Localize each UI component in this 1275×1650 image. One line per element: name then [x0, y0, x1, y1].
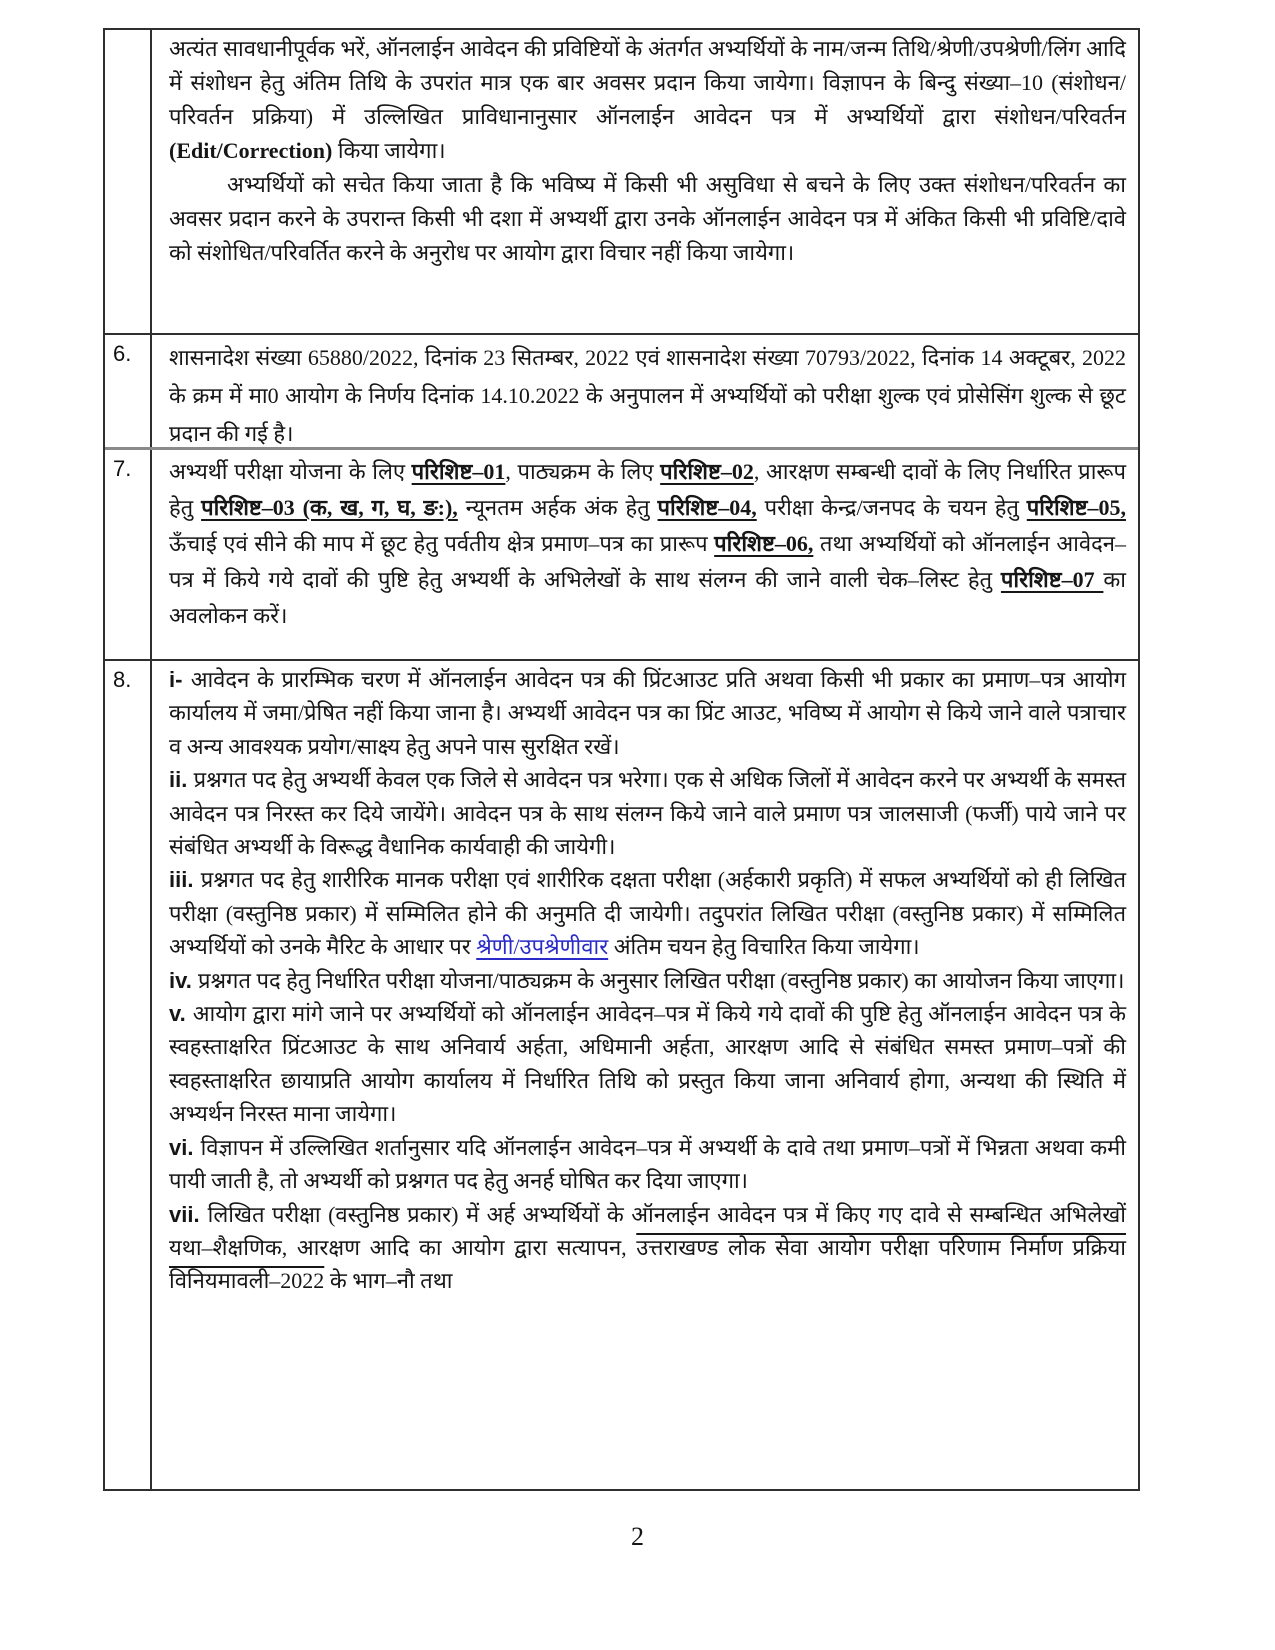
paragraph	[169, 997, 1126, 1131]
page-number: 2	[631, 1522, 644, 1551]
roman-prefix: iv.	[169, 967, 198, 993]
text-run: विज्ञापन में उल्लिखित शर्तानुसार यदि ऑनलाईन आवेदन–पत्र में अभ्यर्थी के दावे तथा प्रमाण–पत्रों में भिन्नता अथवा कमी पायी जाती है, तो अभ्यर्थी को प्रश्नगत पद हेतु अनर्ह घोषित कर दिया जाएगा।	[169, 1134, 1126, 1194]
table-row	[105, 659, 1138, 1489]
text-run: अभ्यर्थी परीक्षा योजना के लिए	[169, 459, 412, 484]
paragraph	[169, 454, 1126, 634]
text-run: आयोग द्वारा मांगे जाने पर अभ्यर्थियों को ऑनलाईन आवेदन–पत्र में किये गये दावों की पुष्टि हेतु ऑनलाईन आवेदन पत्र के स्वहस्ताक्षरित प्रिंटआउट के साथ अनिवार्य अर्हता, अधिमानी अर्हता, आरक्षण आदि से संबंधित समस्त प्रमाण–पत्रों की स्वहस्ताक्षरित छायाप्रति आयोग कार्यालय में निर्धारित तिथि को प्रस्तुत किया जाना अनिवार्य होगा, अन्यथा की स्थिति में अभ्यर्थन निरस्त माना जायेगा।	[169, 1001, 1126, 1127]
text-run: तथा अभ्यर्थियों को ऑनलाईन आवेदन–पत्र में किये गये दावों की पुष्टि हेतु अभ्यर्थी के अभिलेखों के साथ संलग्न की जाने वाली चेक–लिस्ट हेतु	[169, 531, 1126, 592]
text-run: का अवलोकन करें।	[169, 567, 1127, 628]
text-run: , पाठ्यक्रम के लिए	[505, 459, 661, 484]
hyperlink-text[interactable]: श्रेणी/उपश्रेणीवार	[476, 934, 609, 960]
paragraph	[169, 863, 1126, 963]
table-row	[105, 30, 1138, 333]
text-run: , आरक्षण सम्बन्धी दावों के लिए निर्धारित प्रारूप हेतु	[169, 459, 1126, 520]
text-run: अभ्यर्थियों को सचेत किया जाता है कि भविष्य में किसी भी असुविधा से बचने के लिए उक्त संशोधन/परिवर्तन का अवसर प्रदान करने के उपरान्त किसी भी दशा में अभ्यर्थी द्वारा उनके ऑनलाईन आवेदन पत्र में अंकित किसी भी प्रविष्टि/दावे को संशोधित/परिवर्तित करने के अनुरोध पर आयोग द्वारा विचार नहीं किया जायेगा।	[169, 172, 1126, 265]
text-run: प्रश्नगत पद हेतु अभ्यर्थी केवल एक जिले से आवेदन पत्र भरेगा। एक से अधिक जिलों में आवेदन करने पर अभ्यर्थी के समस्त आवेदन पत्र निरस्त कर दिये जायेंगे। आवेदन पत्र के साथ संलग्न किये जाने वाले प्रमाण पत्र जालसाजी (फर्जी) पाये जाने पर संबंधित अभ्यर्थी के विरूद्ध वैधानिक कार्यवाही की जायेगी।	[169, 767, 1126, 860]
regulation-title: उत्तराखण्ड लोक सेवा आयोग परीक्षा परिणाम निर्माण प्रक्रिया विनियमावली–2022	[169, 1234, 1126, 1294]
text-run: अंतिम चयन हेतु विचारित किया जायेगा।	[608, 934, 920, 960]
table-row	[105, 447, 1138, 659]
paragraph	[169, 1198, 1126, 1298]
text-run: किया जायेगा।	[332, 138, 446, 163]
text-run: आवेदन के प्रारम्भिक चरण में ऑनलाईन आवेदन पत्र की प्रिंटआउट प्रति अथवा किसी भी प्रकार का प्रमाण–पत्र आयोग कार्यालय में जमा/प्रेषित नहीं किया जाना है। अभ्यर्थी आवेदन पत्र का प्रिंट आउट, भविष्य में आयोग से किये जाने वाले पत्राचार व अन्य आवश्यक प्रयोग/साक्ष्य हेतु अपने पास सुरक्षित रखें।	[169, 667, 1126, 759]
appendix-ref: परिशिष्ट–07	[1000, 567, 1104, 592]
row-number-cell: 6.	[105, 335, 152, 447]
row-content-cell	[152, 335, 1138, 447]
text-run: प्रश्नगत पद हेतु शारीरिक मानक परीक्षा एवं शारीरिक दक्षता परीक्षा (अर्हकारी प्रकृति) में सफल अभ्यर्थियों को ही लिखित परीक्षा (वस्तुनिष्ठ प्रकार) में सम्मिलित होने की अनुमति दी जायेगी। तदुपरांत लिखित परीक्षा (वस्तुनिष्ठ प्रकार) में सम्मिलित अभ्यर्थियों को उनके मैरिट के आधार पर	[169, 867, 1126, 960]
row-number-cell: 7.	[105, 450, 152, 659]
roman-prefix: i-	[169, 667, 191, 692]
text-run: प्रश्नगत पद हेतु निर्धारित परीक्षा योजना/पाठ्यक्रम के अनुसार लिखित परीक्षा (वस्तुनिष्ठ प्रकार) का आयोजन किया जाएगा।	[197, 967, 1125, 993]
text-run: अत्यंत सावधानीपूर्वक भरें, ऑनलाईन आवेदन की प्रविष्टियों के अंतर्गत अभ्यर्थियों के नाम/जन्म तिथि/श्रेणी/उपश्रेणी/लिंग आदि में संशोधन हेतु अंतिम तिथि के उपरांत मात्र एक बार अवसर प्रदान किया जायेगा। विज्ञापन के बिन्दु संख्या–10 (संशोधन/परिवर्तन प्रक्रिया) में उल्लिखित प्राविधानानुसार ऑनलाईन आवेदन पत्र में अभ्यर्थियों द्वारा संशोधन/परिवर्तन	[169, 36, 1126, 129]
text-run: लिखित परीक्षा (वस्तुनिष्ठ प्रकार) में अर्ह अभ्यर्थियों के ऑनलाईन आवेदन पत्र में किए गए दावे से सम्बन्धित अभिलेखों यथा–शैक्षणिक, आरक्षण आदि का आयोग द्वारा सत्यापन,	[169, 1201, 1126, 1260]
appendix-ref: परिशिष्ट–06,	[714, 531, 814, 556]
text-run: के भाग–नौ तथा	[324, 1268, 453, 1294]
row-content-cell	[152, 661, 1138, 1489]
row-content-cell	[152, 450, 1138, 659]
row-content-cell	[152, 30, 1138, 333]
text-run: शासनादेश संख्या 65880/2022, दिनांक 23 सितम्बर, 2022 एवं शासनादेश संख्या 70793/2022, दिनांक 14 अक्टूबर, 2022 के क्रम में मा0 आयोग के निर्णय दिनांक 14.10.2022 के अनुपालन में अभ्यर्थियों को परीक्षा शुल्क एवं प्रोसेसिंग शुल्क से छूट प्रदान की गई है।	[169, 345, 1126, 446]
latin-bold-text: (Edit/Correction)	[169, 138, 333, 163]
text-run: न्यूनतम अर्हक अंक हेतु	[457, 495, 658, 520]
text-run: ऊँचाई एवं सीने की माप में छूट हेतु पर्वतीय क्षेत्र प्रमाण–पत्र का प्रारूप	[169, 531, 715, 556]
roman-prefix: ii.	[169, 767, 194, 793]
paragraph	[169, 964, 1126, 997]
appendix-ref: परिशिष्ट–05,	[1026, 495, 1126, 520]
paragraph	[169, 168, 1126, 270]
appendix-ref: परिशिष्ट–04,	[657, 495, 757, 520]
paragraph	[169, 663, 1126, 763]
appendix-ref: परिशिष्ट–01	[411, 459, 506, 484]
paragraph	[169, 32, 1126, 168]
text-run: परीक्षा केन्द्र/जनपद के चयन हेतु	[756, 495, 1027, 520]
appendix-ref: परिशिष्ट–02	[660, 459, 754, 484]
row-number-cell: 8.	[105, 661, 152, 1489]
paragraph	[169, 339, 1126, 447]
roman-prefix: iii.	[169, 867, 201, 893]
doc-table	[103, 28, 1140, 1491]
roman-prefix: vii.	[169, 1201, 208, 1227]
row-number-cell	[105, 30, 152, 333]
paragraph	[169, 1131, 1126, 1198]
roman-prefix: vi.	[169, 1134, 201, 1160]
appendix-ref: परिशिष्ट–03 (क, ख, ग, घ, ङ:),	[201, 495, 458, 520]
table-row	[105, 333, 1138, 447]
roman-prefix: v.	[169, 1001, 193, 1027]
paragraph	[169, 763, 1126, 863]
